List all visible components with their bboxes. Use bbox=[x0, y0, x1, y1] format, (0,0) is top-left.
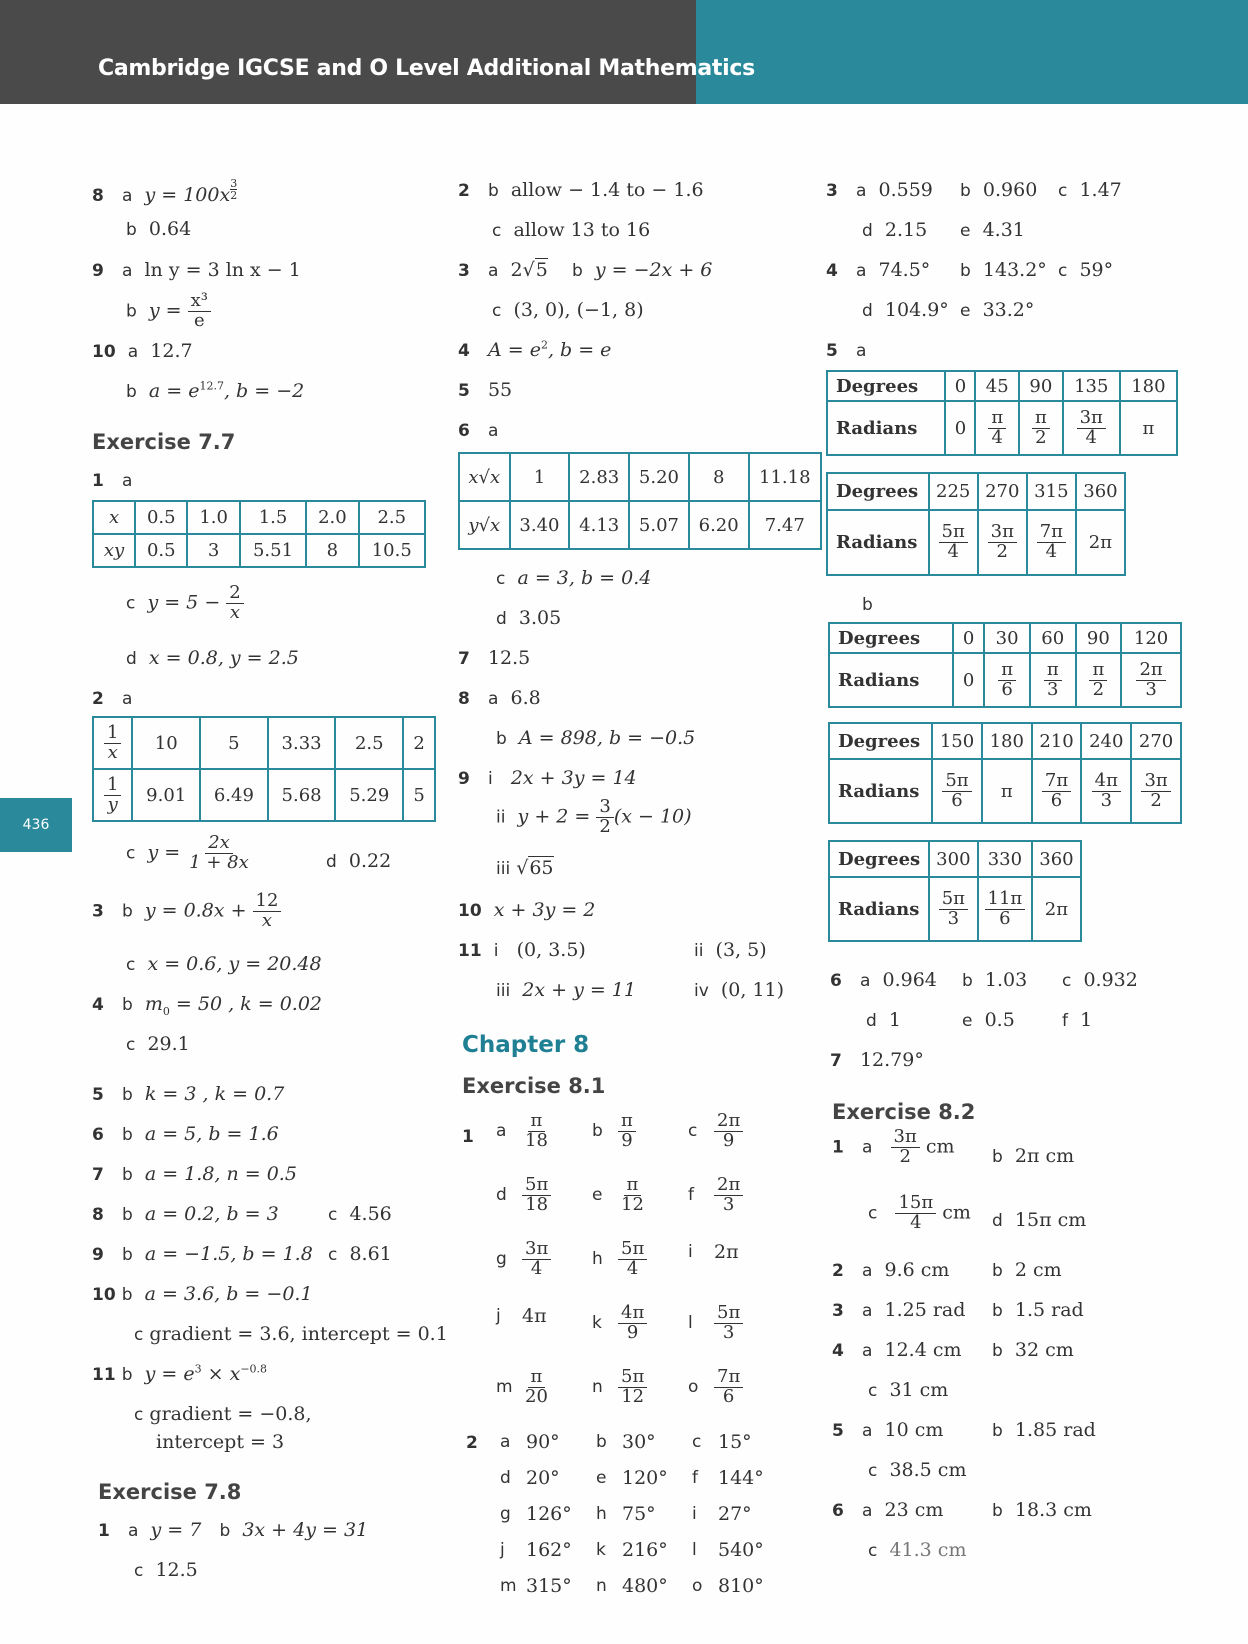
values-table: $\frac{1}{x}$ 10 5 3.33 2.5 2 $\frac{1}{y}$ 9.01 6.49 5.68 5.29 5 bbox=[92, 716, 436, 822]
answer-line: b 2π cm bbox=[992, 1145, 1075, 1167]
answer-item: h 75° bbox=[596, 1503, 656, 1525]
fraction: $\frac{3\pi}{4}$ bbox=[522, 1240, 551, 1279]
exercise-heading: Exercise 7.8 bbox=[98, 1480, 242, 1504]
answer-line: 8 a 6.8 bbox=[458, 687, 541, 709]
exercise-heading: Exercise 8.2 bbox=[832, 1100, 976, 1124]
answer-line: 7 12.5 bbox=[458, 647, 531, 669]
answer-item: g 126° bbox=[500, 1503, 572, 1525]
fraction: $\frac{2\pi}{9}$ bbox=[714, 1112, 743, 1151]
answer-line: 1 a bbox=[92, 471, 133, 491]
exercise-heading: Exercise 7.7 bbox=[92, 430, 236, 454]
conversion-table: Degrees 0 30 60 90 120 Radians 0 $\frac{\pi}{6}$ $\frac{\pi}{3}$ $\frac{\pi}{2}$ $\frac{2\pi}{3}$ bbox=[828, 622, 1182, 708]
fraction: $\frac{3\pi}{2}$ bbox=[1141, 772, 1170, 811]
answer-line: e 0.5 bbox=[962, 1009, 1015, 1031]
answer-line: c 8.61 bbox=[328, 1243, 392, 1265]
answer-line: c gradient = 3.6, intercept = 0.1 bbox=[134, 1323, 448, 1345]
answer-item: o 810° bbox=[692, 1575, 764, 1597]
fraction: $\frac{\pi}{4}$ bbox=[988, 409, 1006, 448]
answer-item: n 480° bbox=[596, 1575, 668, 1597]
answer-line: b 1.85 rad bbox=[992, 1419, 1096, 1441]
fraction: $\frac{2x}{1 + 8x}$ bbox=[189, 832, 249, 873]
fraction: $\frac{\pi}{12}$ bbox=[621, 1174, 644, 1215]
answer-line: 8 b a = 0.2, b = 3 bbox=[92, 1203, 279, 1225]
chapter-heading: Chapter 8 bbox=[462, 1032, 590, 1058]
answer-item: d $\frac{5\pi}{18}$ bbox=[496, 1176, 551, 1215]
answer-line: c y = $\frac{2x}{1 + 8x}$ bbox=[126, 834, 252, 873]
values-table: x√x 1 2.83 5.20 8 11.18 y√x 3.40 4.13 5.07 6.20 7.47 bbox=[458, 452, 822, 550]
answer-line: 4 a 74.5° bbox=[826, 259, 931, 281]
answer-line: c y = 5 − $\frac{2}{x}$ bbox=[126, 584, 244, 623]
answer-item: e $\frac{\pi}{12}$ bbox=[592, 1176, 647, 1215]
answer-line: b 32 cm bbox=[992, 1339, 1074, 1361]
answer-line: 3 b y = 0.8x + $\frac{12}{x}$ bbox=[92, 892, 281, 931]
fraction: $\frac{\pi}{20}$ bbox=[525, 1366, 548, 1407]
answer-item: f $\frac{2\pi}{3}$ bbox=[688, 1176, 743, 1215]
answer-line: ii (3, 5) bbox=[694, 939, 767, 961]
answer-line: e 4.31 bbox=[960, 219, 1025, 241]
fraction: $\frac{5\pi}{6}$ bbox=[942, 772, 971, 811]
answer-line: c 0.932 bbox=[1062, 969, 1138, 991]
answer-line: ii y + 2 = $\frac{3}{2}$ (x − 10) bbox=[496, 796, 692, 837]
answer-line: c allow 13 to 16 bbox=[492, 219, 651, 241]
fraction: $\frac{11\pi}{6}$ bbox=[985, 890, 1026, 929]
answer-item: b $\frac{\pi}{9}$ bbox=[592, 1112, 636, 1151]
answer-line: 5 a 10 cm bbox=[832, 1419, 944, 1441]
answer-item: k $\frac{4\pi}{9}$ bbox=[592, 1304, 647, 1343]
answer-line: d 3.05 bbox=[496, 607, 562, 629]
answer-line: 9 a ln y = 3 ln x − 1 bbox=[92, 259, 301, 281]
fraction: $\frac{5\pi}{3}$ bbox=[714, 1304, 743, 1343]
answer-line: b A = 898, b = −0.5 bbox=[496, 727, 696, 749]
answer-line: iv (0, 11) bbox=[694, 979, 785, 1001]
answer-line: 3 a 2√5 b y = −2x + 6 bbox=[458, 259, 713, 281]
fraction: $\frac{3\pi}{2}$ bbox=[988, 523, 1017, 562]
answer-line: 9 i 2x + 3y = 14 bbox=[458, 767, 637, 789]
header-accent bbox=[696, 0, 1248, 104]
conversion-table: Degrees 225 270 315 360 Radians $\frac{5\pi}{4}$ $\frac{3\pi}{2}$ $\frac{7\pi}{4}$ 2π bbox=[826, 472, 1126, 576]
fraction: $\frac{12}{x}$ bbox=[253, 892, 282, 931]
answer-line: c 12.5 bbox=[134, 1559, 198, 1581]
answer-item: a 90° bbox=[500, 1431, 560, 1453]
page-number: 436 bbox=[0, 798, 72, 852]
answer-item: f 144° bbox=[692, 1467, 764, 1489]
answer-line: 10 x + 3y = 2 bbox=[458, 899, 596, 921]
answer-line: 5 b k = 3 , k = 0.7 bbox=[92, 1083, 285, 1105]
answer-line: b 1.03 bbox=[962, 969, 1028, 991]
answer-line: 4 b $m_0 = 50$ , k = 0.02 bbox=[92, 993, 323, 1018]
fraction: $\frac{2\pi}{3}$ bbox=[714, 1176, 743, 1215]
answer-line: 2 bbox=[466, 1433, 478, 1453]
answer-line: 3 a 0.559 bbox=[826, 179, 933, 201]
answer-line: intercept = 3 bbox=[156, 1431, 285, 1453]
answer-item: d 20° bbox=[500, 1467, 560, 1489]
exercise-heading: Exercise 8.1 bbox=[462, 1074, 606, 1098]
fraction: $\frac{15\pi}{4}$ bbox=[895, 1194, 936, 1233]
answer-item: g $\frac{3\pi}{4}$ bbox=[496, 1240, 551, 1279]
book-title: Cambridge IGCSE and O Level Additional Mathematics bbox=[98, 56, 755, 81]
answer-line: c $\frac{15\pi}{4}$ cm bbox=[868, 1192, 971, 1233]
answer-line: b 0.960 bbox=[960, 179, 1038, 201]
header-bar bbox=[0, 0, 696, 104]
answer-line: b $a = e^{12.7}$, b = −2 bbox=[126, 379, 305, 402]
fraction: $\frac{4\pi}{3}$ bbox=[1092, 772, 1121, 811]
answer-item: i 27° bbox=[692, 1503, 752, 1525]
answer-line: iii √65 bbox=[496, 857, 554, 879]
fraction: $\frac{\text{x³}}{e}$ bbox=[188, 292, 211, 331]
fraction: $\frac{\pi}{2}$ bbox=[1032, 409, 1050, 448]
answer-line: 3 a 1.25 rad bbox=[832, 1299, 966, 1321]
answer-line: c 41.3 cm bbox=[868, 1539, 967, 1561]
fraction: $\frac{2\pi}{3}$ bbox=[1136, 661, 1165, 700]
answer-line: 8 a y = 100x $\frac{3}{2}$ bbox=[92, 177, 238, 206]
answer-line: 9 b a = −1.5, b = 1.8 bbox=[92, 1243, 313, 1265]
answer-line: 10 a 12.7 bbox=[92, 340, 193, 362]
answer-item: h $\frac{5\pi}{4}$ bbox=[592, 1240, 647, 1279]
answer-line: e 33.2° bbox=[960, 299, 1035, 321]
answer-line: c 59° bbox=[1058, 259, 1114, 281]
answer-line: 5 a bbox=[826, 341, 867, 361]
answer-item: l 540° bbox=[692, 1539, 764, 1561]
answer-line: d 104.9° bbox=[862, 299, 949, 321]
answer-item: n $\frac{5\pi}{12}$ bbox=[592, 1368, 647, 1407]
fraction: $\frac{\pi}{18}$ bbox=[525, 1110, 548, 1151]
fraction: $\frac{7\pi}{6}$ bbox=[714, 1368, 743, 1407]
fraction: $\frac{5\pi}{12}$ bbox=[618, 1368, 647, 1407]
answer-line: iii 2x + y = 11 bbox=[496, 979, 636, 1001]
answer-line: d 0.22 bbox=[326, 850, 392, 872]
answer-item: l $\frac{5\pi}{3}$ bbox=[688, 1304, 743, 1343]
answer-item: b 30° bbox=[596, 1431, 656, 1453]
conversion-table: Degrees 150 180 210 240 270 Radians $\frac{5\pi}{6}$ π $\frac{7\pi}{6}$ $\frac{4\pi}{3}$ $\frac{3\pi}{2}$ bbox=[828, 722, 1182, 824]
answer-line: b bbox=[862, 595, 873, 615]
answer-line: c gradient = −0.8, bbox=[134, 1403, 312, 1425]
answer-line: 2 b allow − 1.4 to − 1.6 bbox=[458, 179, 704, 201]
answer-line: 1 a $\frac{3\pi}{2}$ cm bbox=[832, 1126, 955, 1167]
answer-line: 7 b a = 1.8, n = 0.5 bbox=[92, 1163, 297, 1185]
fraction: $\frac{5\pi}{4}$ bbox=[618, 1240, 647, 1279]
answer-line: c (3, 0), (−1, 8) bbox=[492, 299, 644, 321]
answer-line: b 0.64 bbox=[126, 218, 192, 240]
fraction: $\frac{3\pi}{4}$ bbox=[1077, 409, 1106, 448]
conversion-table: Degrees 0 45 90 135 180 Radians 0 $\frac{\pi}{4}$ $\frac{\pi}{2}$ $\frac{3\pi}{4}$ π bbox=[826, 370, 1178, 456]
values-table: x 0.5 1.0 1.5 2.0 2.5 xy 0.5 3 5.51 8 10.5 bbox=[92, 500, 426, 568]
answer-line: c 4.56 bbox=[328, 1203, 392, 1225]
fraction: $\frac{5\pi}{18}$ bbox=[522, 1176, 551, 1215]
answer-line: b 143.2° bbox=[960, 259, 1047, 281]
fraction: $\frac{\pi}{2}$ bbox=[1089, 661, 1107, 700]
answer-line: 2 a bbox=[92, 689, 133, 709]
answer-item: m $\frac{\pi}{20}$ bbox=[496, 1368, 551, 1407]
answer-line: d 2.15 bbox=[862, 219, 928, 241]
fraction: $\frac{4\pi}{9}$ bbox=[618, 1304, 647, 1343]
answer-item: a $\frac{\pi}{18}$ bbox=[496, 1112, 551, 1151]
answer-line: c 31 cm bbox=[868, 1379, 949, 1401]
answer-line: b 2 cm bbox=[992, 1259, 1062, 1281]
answer-item: c 15° bbox=[692, 1431, 752, 1453]
answer-line: 7 12.79° bbox=[830, 1049, 924, 1071]
answer-line: 6 a bbox=[458, 421, 499, 441]
answer-item: o $\frac{7\pi}{6}$ bbox=[688, 1368, 743, 1407]
answer-item: c $\frac{2\pi}{9}$ bbox=[688, 1112, 743, 1151]
answer-item: e 120° bbox=[596, 1467, 668, 1489]
answer-line: d 15π cm bbox=[992, 1209, 1087, 1231]
answer-line: b y = $\frac{\text{x³}}{e}$ bbox=[126, 292, 211, 331]
answer-line: 10 b a = 3.6, b = −0.1 bbox=[92, 1283, 313, 1305]
answer-line: c 29.1 bbox=[126, 1033, 190, 1055]
answer-line: c 1.47 bbox=[1058, 179, 1122, 201]
fraction: $\frac{7\pi}{6}$ bbox=[1042, 772, 1071, 811]
answer-line: f 1 bbox=[1062, 1009, 1093, 1031]
answer-line: c x = 0.6, y = 20.48 bbox=[126, 953, 322, 975]
fraction: $\frac{5\pi}{4}$ bbox=[939, 523, 968, 562]
answer-line: 1 a y = 7 b 3x + 4y = 31 bbox=[98, 1519, 369, 1541]
answer-line: 6 b a = 5, b = 1.6 bbox=[92, 1123, 279, 1145]
fraction: $\frac{\pi}{3}$ bbox=[1044, 661, 1062, 700]
fraction: $\frac{5\pi}{3}$ bbox=[939, 890, 968, 929]
answer-line: c 38.5 cm bbox=[868, 1459, 967, 1481]
fraction: $\frac{\pi}{9}$ bbox=[618, 1112, 636, 1151]
conversion-table: Degrees 300 330 360 Radians $\frac{5\pi}{3}$ $\frac{11\pi}{6}$ 2π bbox=[828, 840, 1082, 942]
answer-item: m 315° bbox=[500, 1575, 572, 1597]
answer-item: j 4π bbox=[496, 1305, 547, 1327]
fraction: $\frac{3\pi}{2}$ bbox=[891, 1128, 920, 1167]
fraction: $\frac{3}{2}$ bbox=[596, 798, 613, 837]
answer-line: b 1.5 rad bbox=[992, 1299, 1084, 1321]
answer-item: i 2π bbox=[688, 1241, 739, 1263]
fraction: $\frac{2}{x}$ bbox=[226, 584, 243, 623]
fraction: $\frac{\pi}{6}$ bbox=[998, 661, 1016, 700]
answer-line: 6 a 23 cm bbox=[832, 1499, 944, 1521]
fraction: $\frac{7\pi}{4}$ bbox=[1037, 523, 1066, 562]
answer-line: 1 bbox=[462, 1127, 474, 1147]
answer-item: j 162° bbox=[500, 1539, 572, 1561]
answer-line: 11 i (0, 3.5) bbox=[458, 939, 586, 961]
answer-line: d x = 0.8, y = 2.5 bbox=[126, 647, 299, 669]
answer-line: 4 $A = e^2$, b = e bbox=[458, 338, 612, 361]
answer-line: d 1 bbox=[866, 1009, 901, 1031]
answer-line: 6 a 0.964 bbox=[830, 969, 937, 991]
answer-line: c a = 3, b = 0.4 bbox=[496, 567, 652, 589]
answer-line: 5 55 bbox=[458, 379, 513, 401]
answer-line: 11 b $y = e^3 \times x^{-0.8}$ bbox=[92, 1362, 268, 1385]
answer-line: 4 a 12.4 cm bbox=[832, 1339, 962, 1361]
answer-item: k 216° bbox=[596, 1539, 668, 1561]
answer-line: 2 a 9.6 cm bbox=[832, 1259, 950, 1281]
answer-line: b 18.3 cm bbox=[992, 1499, 1092, 1521]
